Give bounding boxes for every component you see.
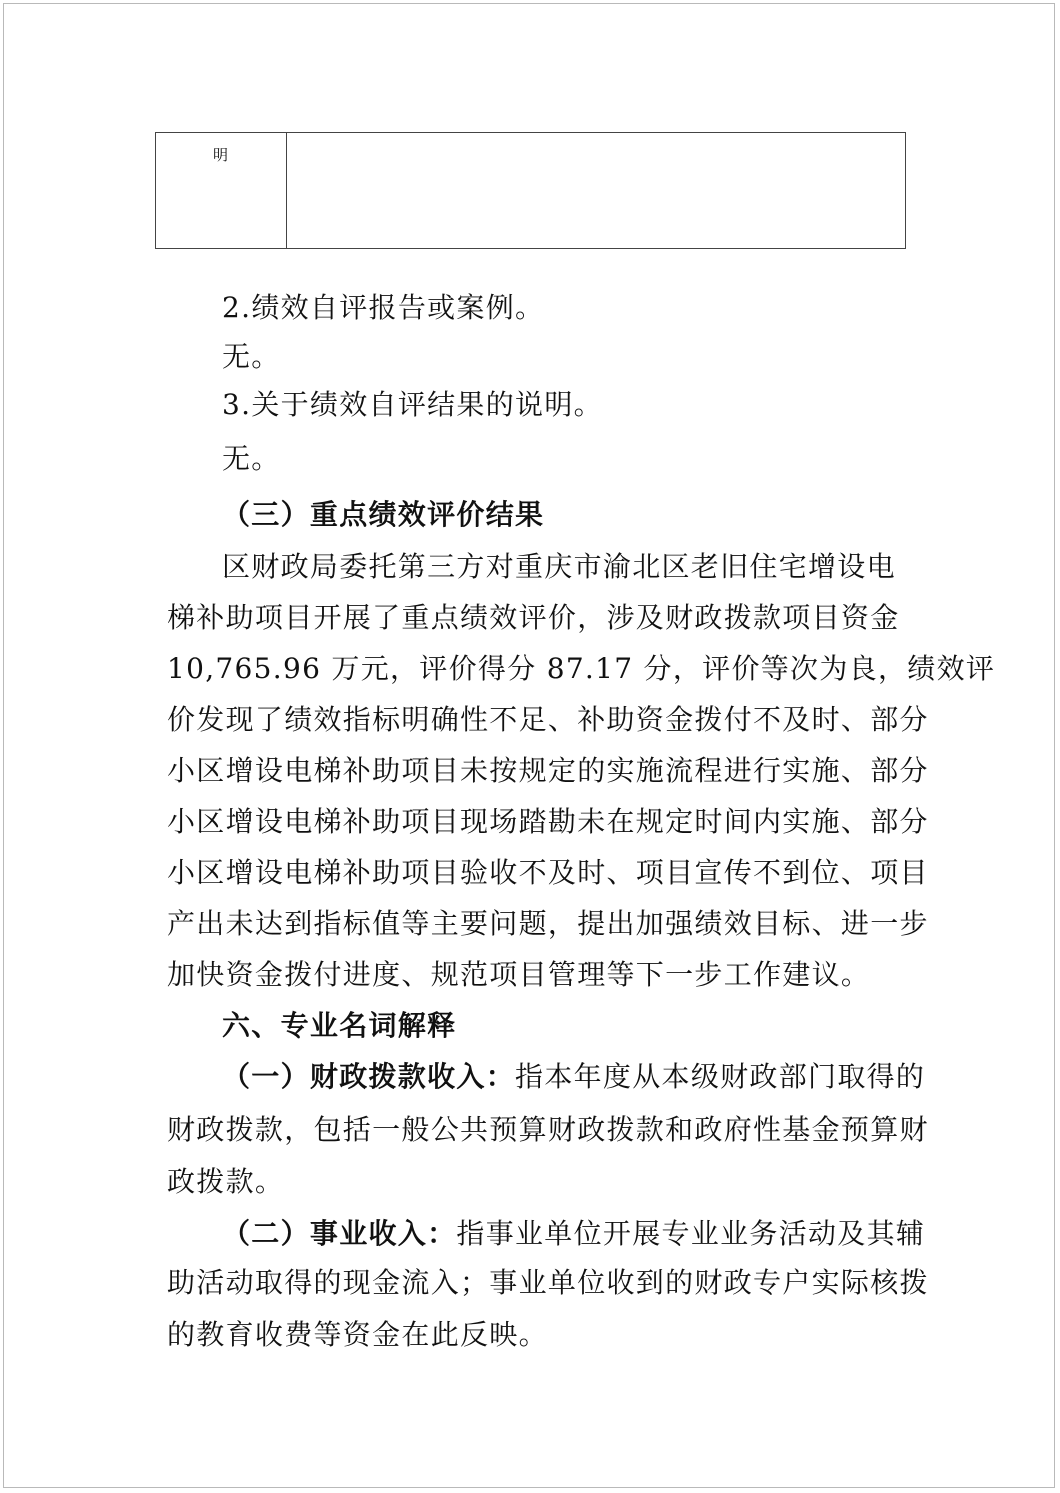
table-left-cell (156, 133, 287, 248)
paragraph-line: 小区增设电梯补助项目验收不及时、项目宣传不到位、项目 (167, 856, 929, 889)
section-2-title: 2.绩效自评报告或案例。 (222, 291, 545, 324)
paragraph-line: 产出未达到指标值等主要问题，提出加强绩效目标、进一步 (167, 907, 929, 940)
definition-1-term: （一）财政拨款收入： (222, 1060, 516, 1093)
paragraph-line: 梯补助项目开展了重点绩效评价，涉及财政拨款项目资金 (167, 601, 900, 634)
paragraph-line: 小区增设电梯补助项目现场踏勘未在规定时间内实施、部分 (167, 805, 929, 838)
paragraph-line: 小区增设电梯补助项目未按规定的实施流程进行实施、部分 (167, 754, 929, 787)
definition-1-text: 指本年度从本级财政部门取得的 (515, 1060, 926, 1093)
paragraph-line: 助活动取得的现金流入；事业单位收到的财政专户实际核拨 (167, 1266, 929, 1299)
section-heading-key-evaluation: （三）重点绩效评价结果 (222, 498, 545, 531)
definition-2-text: 指事业单位开展专业业务活动及其辅 (456, 1217, 926, 1250)
section-3-title: 3.关于绩效自评结果的说明。 (222, 388, 603, 421)
paragraph-line: 财政拨款，包括一般公共预算财政拨款和政府性基金预算财 (167, 1113, 929, 1146)
paragraph-line: 价发现了绩效指标明确性不足、补助资金拨付不及时、部分 (167, 703, 929, 736)
section-3-body: 无。 (222, 442, 281, 475)
definition-1-first-line (222, 1058, 926, 1096)
section-heading-glossary: 六、专业名词解释 (222, 1009, 457, 1042)
definition-2-first-line (222, 1215, 926, 1253)
table-left-cell-text: 明 (213, 146, 229, 164)
paragraph-line: 10,765.96 万元，评价得分 87.17 分，评价等次为良，绩效评 (167, 652, 996, 685)
paragraph-line: 加快资金拨付进度、规范项目管理等下一步工作建议。 (167, 958, 871, 991)
definition-2-term: （二）事业收入： (222, 1217, 457, 1250)
paragraph-line: 政拨款。 (167, 1165, 285, 1198)
table (155, 132, 906, 249)
table-right-cell (287, 133, 905, 248)
paragraph-line: 的教育收费等资金在此反映。 (167, 1318, 548, 1351)
paragraph-line: 区财政局委托第三方对重庆市渝北区老旧住宅增设电 (222, 550, 896, 583)
section-2-body: 无。 (222, 340, 281, 373)
